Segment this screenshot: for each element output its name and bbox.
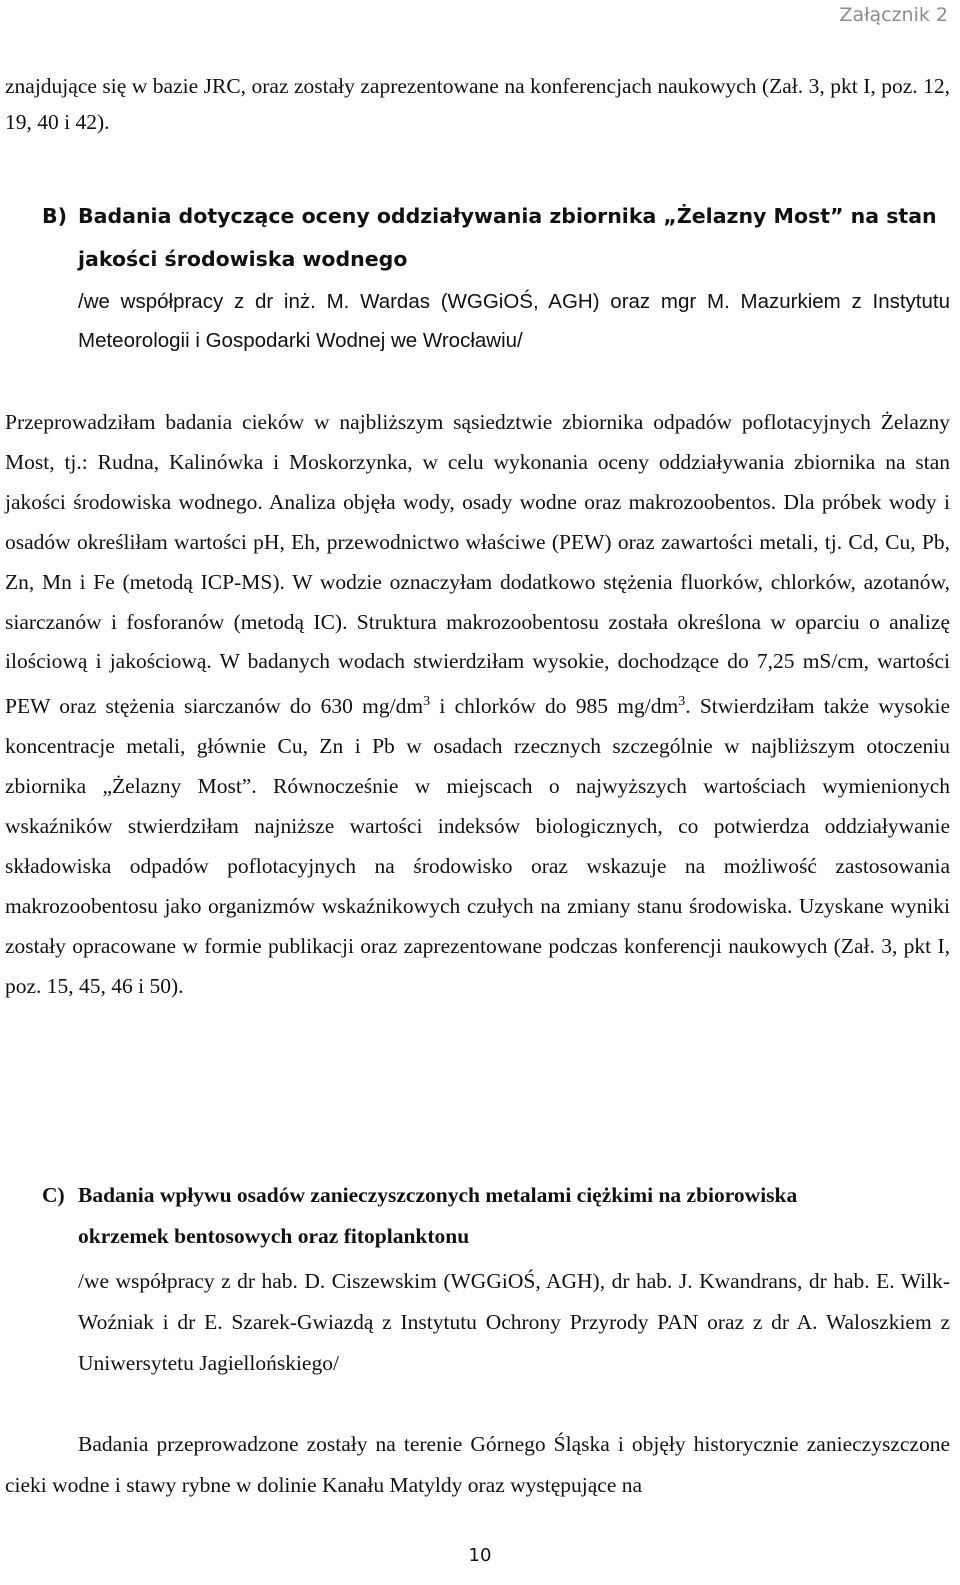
section-c-title-line2: okrzemek bentosowych oraz fitoplanktonu: [78, 1224, 470, 1248]
section-c-title-line1: Badania wpływu osadów zanieczyszczonych metalami ciężkimi na zbiorowiska: [78, 1183, 798, 1207]
section-c-body: [5, 1424, 950, 1506]
superscript-3: 3: [423, 694, 431, 710]
section-c-cooperation: /we współpracy z dr hab. D. Ciszewskim (WGGiOŚ, AGH), dr hab. J. Kwandrans, dr hab. E. Wilk-Woźniak i dr E. Szarek-Gwiazdą z Instytutu Ochrony Przyrody PAN oraz z dr A. Waloszkiem z Uniwersytetu Jagiellońskiego/: [78, 1269, 950, 1375]
appendix-label: Załącznik 2: [839, 4, 948, 26]
section-c-label: C): [42, 1183, 65, 1207]
intro-paragraph: znajdujące się w bazie JRC, oraz zostały zaprezentowane na konferencjach naukowych (Zał. 3, pkt I, poz. 12, 19, 40 i 42).: [5, 74, 950, 134]
section-b-title-line2: jakości środowiska wodnego: [78, 247, 408, 271]
section-b-body-part2: i chlorków do 985 mg/dm: [430, 694, 679, 719]
page-number: 10: [468, 1545, 492, 1566]
section-b-heading: [42, 195, 950, 281]
superscript-3: 3: [678, 694, 686, 710]
section-c-heading: [42, 1175, 950, 1257]
section-b-body-part1: Przeprowadziłam badania cieków w najbliższym sąsiedztwie zbiornika odpadów poflotacyjnych Żelazny Most, tj.: Rudna, Kalinówka i Moskorzynka, w celu wykonania oceny oddziaływania zbiornika na stan jakości środowiska wodnego. Analiza objęła wody, osady wodne oraz makrozoobentos. Dla próbek wody i osadów określiłam wartości pH, Eh, przewodnictwo właściwe (PEW) oraz zawartości metali, tj. Cd, Cu, Pb, Zn, Mn i Fe (metodą ICP-MS). W wodzie oznaczyłam dodatkowo stężenia fluorków, chlorków, azotanów, siarczanów i fosforanów (metodą IC). Struktura makrozoobentosu została określona w oparciu o analizę ilościową i jakościową. W badanych wodach stwierdziłam wysokie, dochodzące do 7,25 mS/cm, wartości PEW oraz stężenia siarczanów do 630 mg/dm: [5, 410, 950, 719]
section-b-cooperation: /we współpracy z dr inż. M. Wardas (WGGiOŚ, AGH) oraz mgr M. Mazurkiem z Instytutu Meteorologii i Gospodarki Wodnej we Wrocławiu/: [78, 290, 950, 352]
section-b-title-line1: Badania dotyczące oceny oddziaływania zbiornika „Żelazny Most” na stan: [78, 204, 937, 228]
section-c-body-text: Badania przeprowadzone zostały na terenie Górnego Śląska i objęły historycznie zanieczyszczone cieki wodne i stawy rybne w dolinie Kanału Matyldy oraz występujące na: [5, 1432, 950, 1497]
section-b-body-part3: . Stwierdziłam także wysokie koncentracje metali, głównie Cu, Zn i Pb w osadach rzecznych szczególnie w najbliższym otoczeniu zbiornika „Żelazny Most”. Równocześnie w miejscach o najwyższych wartościach wymienionych wskaźników stwierdziłam najniższe wartości indeksów biologicznych, co potwierdza oddziaływanie składowiska odpadów poflotacyjnych na środowisko oraz wskazuje na możliwość zastosowania makrozoobentosu jako organizmów wskaźnikowych czułych na zmiany stanu środowiska. Uzyskane wyniki zostały opracowane w formie publikacji oraz zaprezentowane podczas konferencji naukowych (Zał. 3, pkt I, poz. 15, 45, 46 i 50).: [5, 694, 950, 998]
section-b-label: B): [42, 204, 67, 228]
section-b-body: [5, 403, 950, 1007]
